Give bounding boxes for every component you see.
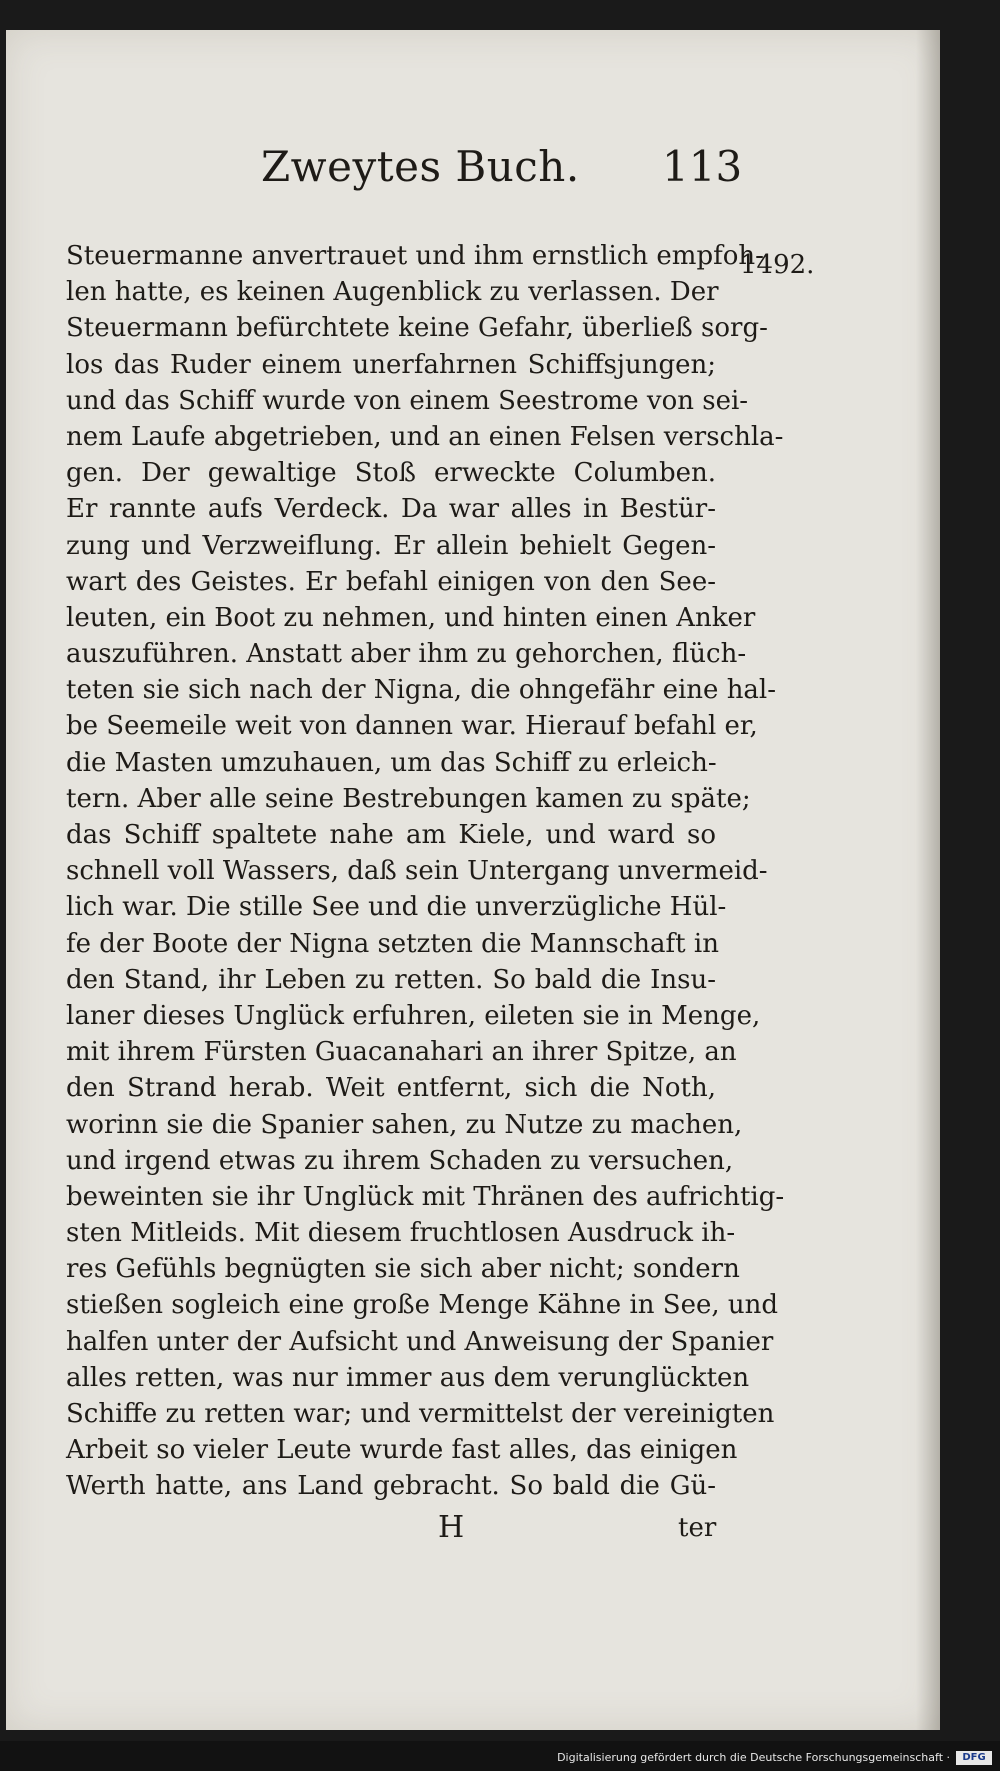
text-line: halfen unter der Aufsicht und Anweisung der Spanier [66, 1326, 774, 1357]
footer-bar [0, 1741, 1000, 1771]
text-line: gen. Der gewaltige Stoß erweckte Columben. [66, 458, 716, 489]
text-line: res Gefühls begnügten sie sich aber nicht; sondern [66, 1254, 740, 1285]
text-line: und das Schiff wurde von einem Seestrome von sei- [66, 385, 749, 416]
text-line: Schiffe zu retten war; und vermittelst der vereinigten [66, 1399, 775, 1429]
page-header [6, 142, 940, 202]
text-line: mit ihrem Fürsten Guacanahari an ihrer Spitze, an [66, 1037, 737, 1068]
text-line: leuten, ein Boot zu nehmen, und hinten einen Anker [66, 602, 756, 633]
text-line: laner dieses Unglück erfuhren, eileten sie in Menge, [66, 1000, 761, 1031]
catchword: ter [678, 1513, 717, 1543]
text-line: wart des Geistes. Er befahl einigen von den See- [66, 566, 716, 597]
text-line: den Strand herab. Weit entfernt, sich die Noth, [66, 1073, 716, 1104]
text-line: los das Ruder einem unerfahrnen Schiffsjungen; [66, 349, 716, 380]
text-line: die Masten umzuhauen, um das Schiff zu erleich- [66, 747, 717, 778]
text-line: Arbeit so vieler Leute wurde fast alles, das einigen [66, 1435, 738, 1466]
text-line: auszuführen. Anstatt aber ihm zu gehorchen, flüch- [66, 639, 747, 670]
text-line: das Schiff spaltete nahe am Kiele, und ward so [66, 820, 716, 850]
text-line: sten Mitleids. Mit diesem fruchtlosen Ausdruck ih- [66, 1218, 736, 1249]
text-line: Werth hatte, ans Land gebracht. So bald die Gü- [66, 1471, 716, 1502]
dfg-logo: DFG [956, 1751, 992, 1765]
text-line: nem Laufe abgetrieben, und an einen Felsen verschla- [66, 421, 784, 452]
page-edge-shadow [916, 30, 940, 1730]
text-line: beweinten sie ihr Unglück mit Thränen des aufrichtig- [66, 1181, 785, 1212]
text-line: fe der Boote der Nigna setzten die Mannschaft in [66, 928, 719, 959]
text-line: schnell voll Wassers, daß sein Untergang unvermeid- [66, 856, 768, 887]
book-page [6, 30, 940, 1730]
text-line: be Seemeile weit von dannen war. Hierauf befahl er, [66, 711, 758, 742]
signature-mark: H [438, 1510, 465, 1545]
text-line: Steuermanne anvertrauet und ihm ernstlich empfoh- [66, 241, 764, 271]
running-head: Zweytes Buch. [261, 142, 580, 191]
page-number: 113 [662, 142, 743, 191]
text-line: den Stand, ihr Leben zu retten. So bald die Insu- [66, 964, 716, 995]
margin-year-note: 1492. [740, 250, 815, 280]
text-line: len hatte, es keinen Augenblick zu verlassen. Der [66, 277, 719, 308]
text-line: und irgend etwas zu ihrem Schaden zu versuchen, [66, 1145, 734, 1176]
text-line: Steuermann befürchtete keine Gefahr, überließ sorg- [66, 313, 768, 344]
text-line: zung und Verzweiflung. Er allein behielt Gegen- [66, 530, 716, 561]
text-line: teten sie sich nach der Nigna, die ohngefähr eine hal- [66, 675, 777, 706]
text-line: lich war. Die stille See und die unverzügliche Hül- [66, 892, 727, 923]
text-line: worinn sie die Spanier sahen, zu Nutze zu machen, [66, 1109, 743, 1140]
text-line: Er rannte aufs Verdeck. Da war alles in Bestür- [66, 494, 716, 525]
footer-credit: Digitalisierung gefördert durch die Deutsche Forschungsgemeinschaft · [557, 1751, 950, 1764]
text-line: alles retten, was nur immer aus dem verunglückten [66, 1362, 750, 1393]
text-line: tern. Aber alle seine Bestrebungen kamen zu späte; [66, 783, 751, 814]
text-line: stießen sogleich eine große Menge Kähne in See, und [66, 1290, 779, 1321]
